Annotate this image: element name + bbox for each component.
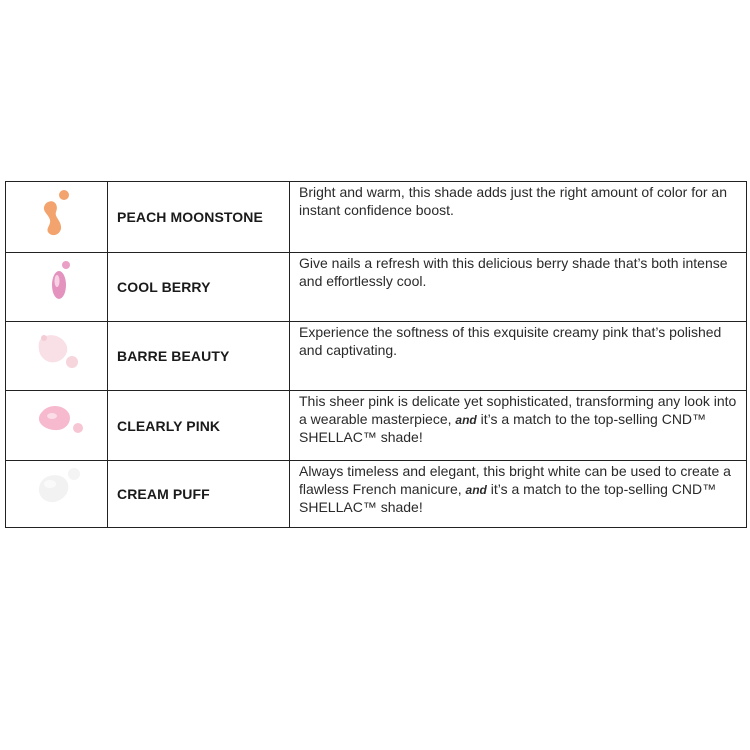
table-row: [6, 182, 747, 253]
berry-polish-swatch-icon: [6, 255, 108, 319]
shade-name: COOL BERRY: [108, 253, 290, 322]
swatch-cell: [6, 391, 108, 461]
swatch-cell: [6, 461, 108, 528]
white-polish-swatch-icon: [6, 462, 108, 526]
table-row: [6, 391, 747, 461]
sheer-pink-polish-swatch-icon: [6, 394, 108, 458]
description-emphasis: and: [465, 482, 487, 497]
table-row: [6, 253, 747, 322]
shade-description: Give nails a refresh with this delicious berry shade that’s both intense and effortlessly cool.: [290, 253, 747, 322]
shade-description: [290, 391, 747, 461]
peach-polish-swatch-icon: [6, 185, 108, 249]
shade-name: PEACH MOONSTONE: [108, 182, 290, 253]
swatch-cell: [6, 253, 108, 322]
shade-name: BARRE BEAUTY: [108, 322, 290, 391]
shade-name: CLEARLY PINK: [108, 391, 290, 461]
swatch-cell: [6, 182, 108, 253]
table-row: [6, 322, 747, 391]
description-text: This sheer pink is delicate yet sophisticated, transforming any look into a wearable masterpiece,: [299, 393, 737, 427]
description-text: it’s a match to the top-selling CND™ SHELLAC™ shade!: [299, 480, 717, 515]
shade-description: Bright and warm, this shade adds just the right amount of color for an instant confidence boost.: [290, 182, 747, 253]
description-text: it’s a match to the top-selling CND™ SHELLAC™ shade!: [299, 410, 707, 445]
table-row: [6, 461, 747, 528]
shade-description: Experience the softness of this exquisite creamy pink that’s polished and captivating.: [290, 322, 747, 391]
description-emphasis: and: [455, 412, 477, 427]
swatch-cell: [6, 322, 108, 391]
shade-table: [5, 181, 747, 528]
description-text: Always timeless and elegant, this bright white can be used to create a flawless French manicure,: [299, 463, 731, 497]
shade-name: CREAM PUFF: [108, 461, 290, 528]
pale-pink-polish-swatch-icon: [6, 324, 108, 388]
shade-description: [290, 461, 747, 528]
